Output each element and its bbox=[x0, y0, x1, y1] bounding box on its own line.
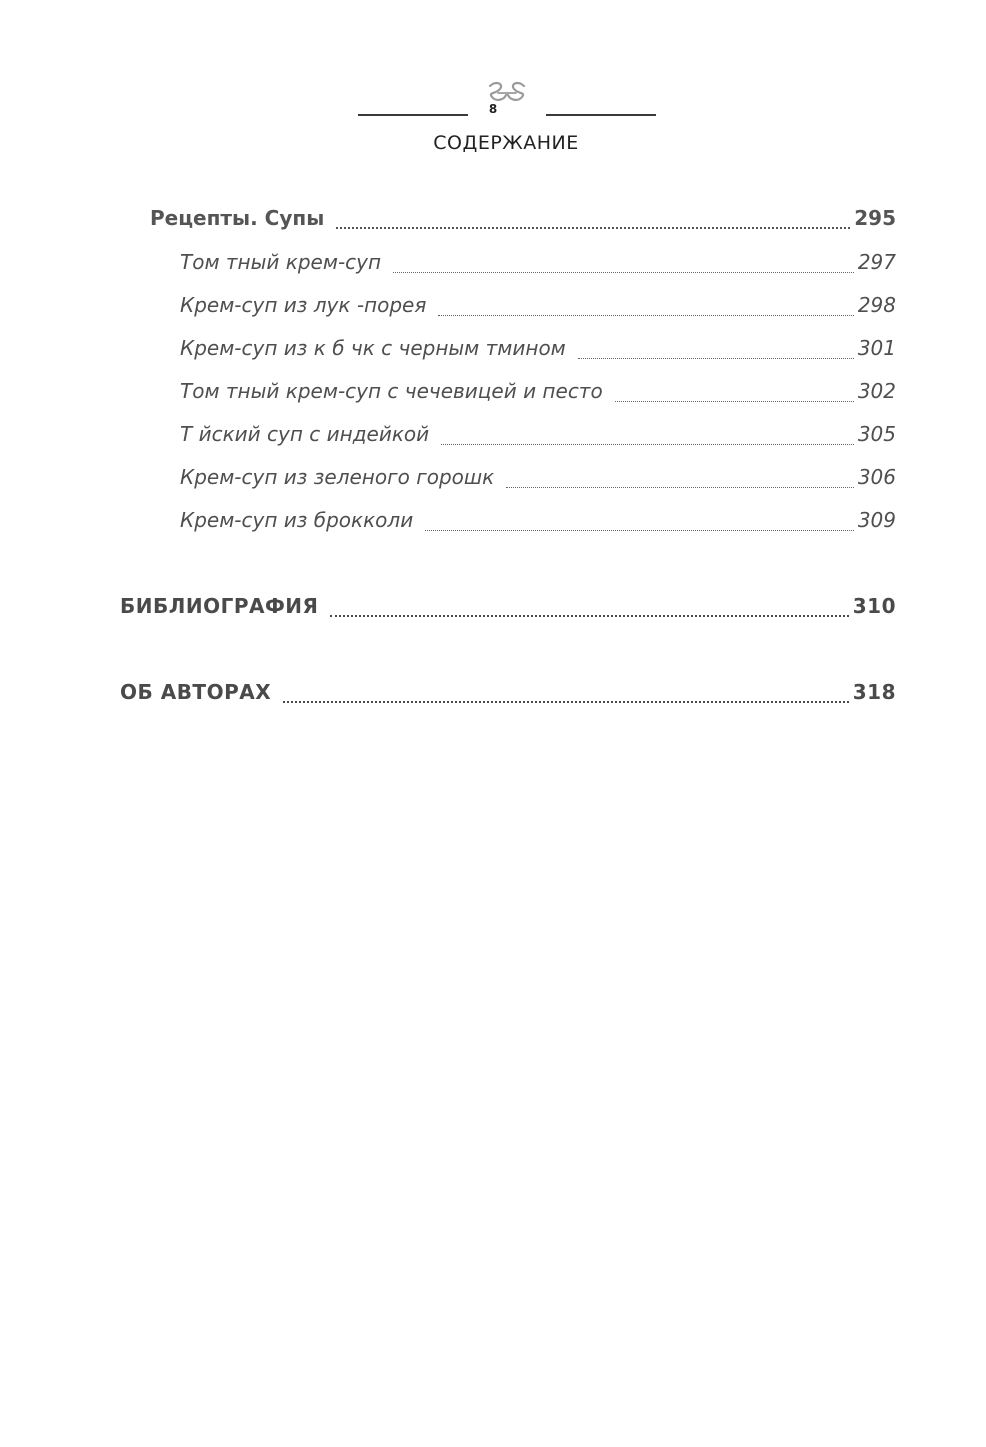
toc-dot-leader bbox=[283, 701, 849, 703]
toc-chapter-label: БИБЛИОГРАФИЯ bbox=[120, 594, 319, 618]
toc-page-number: 297 bbox=[857, 250, 896, 274]
toc-item[interactable] bbox=[180, 508, 896, 540]
page-number: 8 bbox=[488, 102, 498, 116]
toc-item-label: Крем-суп из брокколи bbox=[180, 508, 414, 532]
toc-item[interactable] bbox=[180, 293, 896, 325]
toc-item[interactable] bbox=[180, 336, 896, 368]
toc-page-number: 306 bbox=[857, 465, 896, 489]
toc-dot-leader bbox=[441, 444, 854, 445]
toc-item-label: Том тный крем-суп с чечевицей и песто bbox=[180, 379, 603, 403]
page-header bbox=[0, 76, 986, 166]
toc-section-recipes-soups[interactable] bbox=[150, 206, 896, 238]
toc-item[interactable] bbox=[180, 465, 896, 497]
toc-dot-leader bbox=[330, 615, 848, 617]
toc-page-number: 302 bbox=[857, 379, 896, 403]
toc-page-number: 309 bbox=[857, 508, 896, 532]
toc-item[interactable] bbox=[180, 379, 896, 411]
toc-chapter-bibliography[interactable] bbox=[120, 594, 896, 626]
toc-dot-leader bbox=[578, 358, 854, 359]
toc-page-number: 301 bbox=[857, 336, 896, 360]
toc-item-label: Крем-суп из к б чк с черным тмином bbox=[180, 336, 566, 360]
toc-item[interactable] bbox=[180, 250, 896, 282]
toc-dot-leader bbox=[425, 530, 854, 531]
page-title: СОДЕРЖАНИЕ bbox=[433, 132, 579, 154]
toc-item-label: Крем-суп из зеленого горошк bbox=[180, 465, 495, 489]
toc-dot-leader bbox=[615, 401, 854, 402]
toc-page-number: 318 bbox=[852, 680, 896, 704]
toc-page-number: 305 bbox=[857, 422, 896, 446]
toc-item-label: Крем-суп из лук -порея bbox=[180, 293, 427, 317]
toc-dot-leader bbox=[438, 315, 853, 316]
toc-dot-leader bbox=[506, 487, 854, 488]
toc-item-label: Т йский суп с индейкой bbox=[180, 422, 430, 446]
toc-chapter-about-authors[interactable] bbox=[120, 680, 896, 712]
toc-page-number: 310 bbox=[852, 594, 896, 618]
toc-chapter-label: ОБ АВТОРАХ bbox=[120, 680, 272, 704]
toc-page-number: 295 bbox=[854, 206, 896, 230]
toc-page-number: 298 bbox=[857, 293, 896, 317]
toc-item[interactable] bbox=[180, 422, 896, 454]
toc-dot-leader bbox=[336, 227, 850, 229]
toc-item-label: Том тный крем-суп bbox=[180, 250, 382, 274]
toc-dot-leader bbox=[393, 272, 854, 273]
toc-section-label: Рецепты. Супы bbox=[150, 206, 325, 230]
header-rule-right bbox=[546, 114, 656, 116]
